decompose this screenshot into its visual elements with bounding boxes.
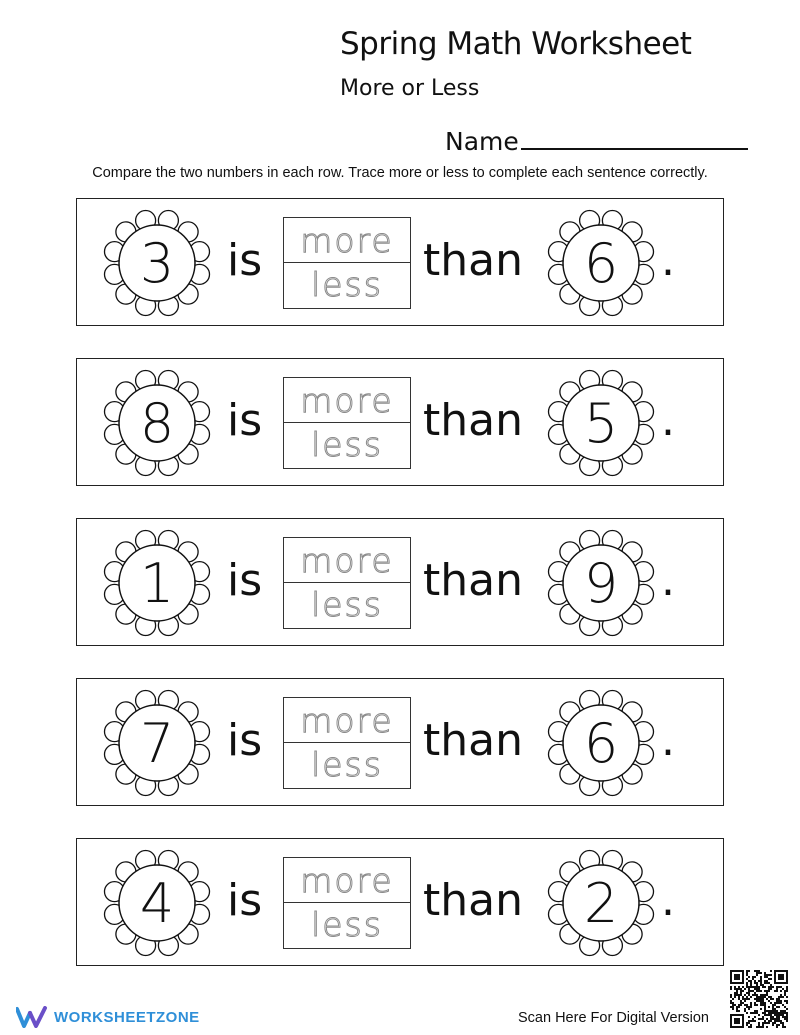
- name-label: Name: [445, 127, 519, 156]
- is-word: is: [227, 395, 263, 446]
- left-number: 3: [139, 231, 175, 295]
- right-number: 2: [583, 871, 619, 935]
- more-less-choice[interactable]: [283, 217, 411, 309]
- worksheet-subtitle: More or Less: [340, 76, 480, 101]
- qr-code-icon[interactable]: [730, 970, 788, 1028]
- left-number: 7: [139, 711, 175, 775]
- name-underline[interactable]: [521, 122, 748, 150]
- choice-divider: [284, 902, 410, 903]
- flower-right: [545, 527, 657, 639]
- than-word: than: [423, 875, 523, 926]
- trace-more[interactable]: more: [300, 701, 394, 740]
- left-number: 4: [139, 871, 175, 935]
- more-less-choice[interactable]: [283, 697, 411, 789]
- brand-name: WORKSHEETZONE: [54, 1008, 200, 1026]
- flower-right: [545, 207, 657, 319]
- than-word: than: [423, 555, 523, 606]
- instructions-text: Compare the two numbers in each row. Trace more or less to complete each sentence correctly.: [92, 165, 708, 181]
- flower-left: [101, 687, 213, 799]
- comparison-row: [76, 518, 724, 646]
- more-less-choice[interactable]: [283, 857, 411, 949]
- more-less-choice[interactable]: [283, 537, 411, 629]
- trace-less[interactable]: less: [311, 905, 383, 944]
- flower-left: [101, 207, 213, 319]
- trace-less[interactable]: less: [311, 425, 383, 464]
- period: .: [661, 715, 675, 766]
- trace-more[interactable]: more: [300, 381, 394, 420]
- left-number: 1: [139, 551, 175, 615]
- flower-left: [101, 367, 213, 479]
- period: .: [661, 235, 675, 286]
- brand-logo: [16, 1006, 200, 1028]
- flower-left: [101, 527, 213, 639]
- right-number: 5: [583, 391, 619, 455]
- trace-less[interactable]: less: [311, 265, 383, 304]
- worksheet-title: Spring Math Worksheet: [340, 26, 692, 62]
- period: .: [661, 875, 675, 926]
- comparison-row: [76, 358, 724, 486]
- trace-more[interactable]: more: [300, 861, 394, 900]
- right-number: 6: [583, 711, 619, 775]
- is-word: is: [227, 875, 263, 926]
- flower-right: [545, 367, 657, 479]
- is-word: is: [227, 555, 263, 606]
- flower-right: [545, 687, 657, 799]
- choice-divider: [284, 422, 410, 423]
- name-field[interactable]: [445, 122, 748, 156]
- left-number: 8: [139, 391, 175, 455]
- more-less-choice[interactable]: [283, 377, 411, 469]
- choice-divider: [284, 262, 410, 263]
- choice-divider: [284, 582, 410, 583]
- is-word: is: [227, 715, 263, 766]
- flower-right: [545, 847, 657, 959]
- flower-left: [101, 847, 213, 959]
- worksheetzone-logo-icon: [16, 1006, 48, 1028]
- than-word: than: [423, 235, 523, 286]
- comparison-row: [76, 838, 724, 966]
- period: .: [661, 395, 675, 446]
- trace-more[interactable]: more: [300, 221, 394, 260]
- than-word: than: [423, 395, 523, 446]
- trace-less[interactable]: less: [311, 745, 383, 784]
- comparison-row: [76, 678, 724, 806]
- right-number: 9: [583, 551, 619, 615]
- is-word: is: [227, 235, 263, 286]
- than-word: than: [423, 715, 523, 766]
- comparison-row: [76, 198, 724, 326]
- right-number: 6: [583, 231, 619, 295]
- trace-less[interactable]: less: [311, 585, 383, 624]
- trace-more[interactable]: more: [300, 541, 394, 580]
- scan-text: Scan Here For Digital Version: [518, 1010, 709, 1026]
- choice-divider: [284, 742, 410, 743]
- period: .: [661, 555, 675, 606]
